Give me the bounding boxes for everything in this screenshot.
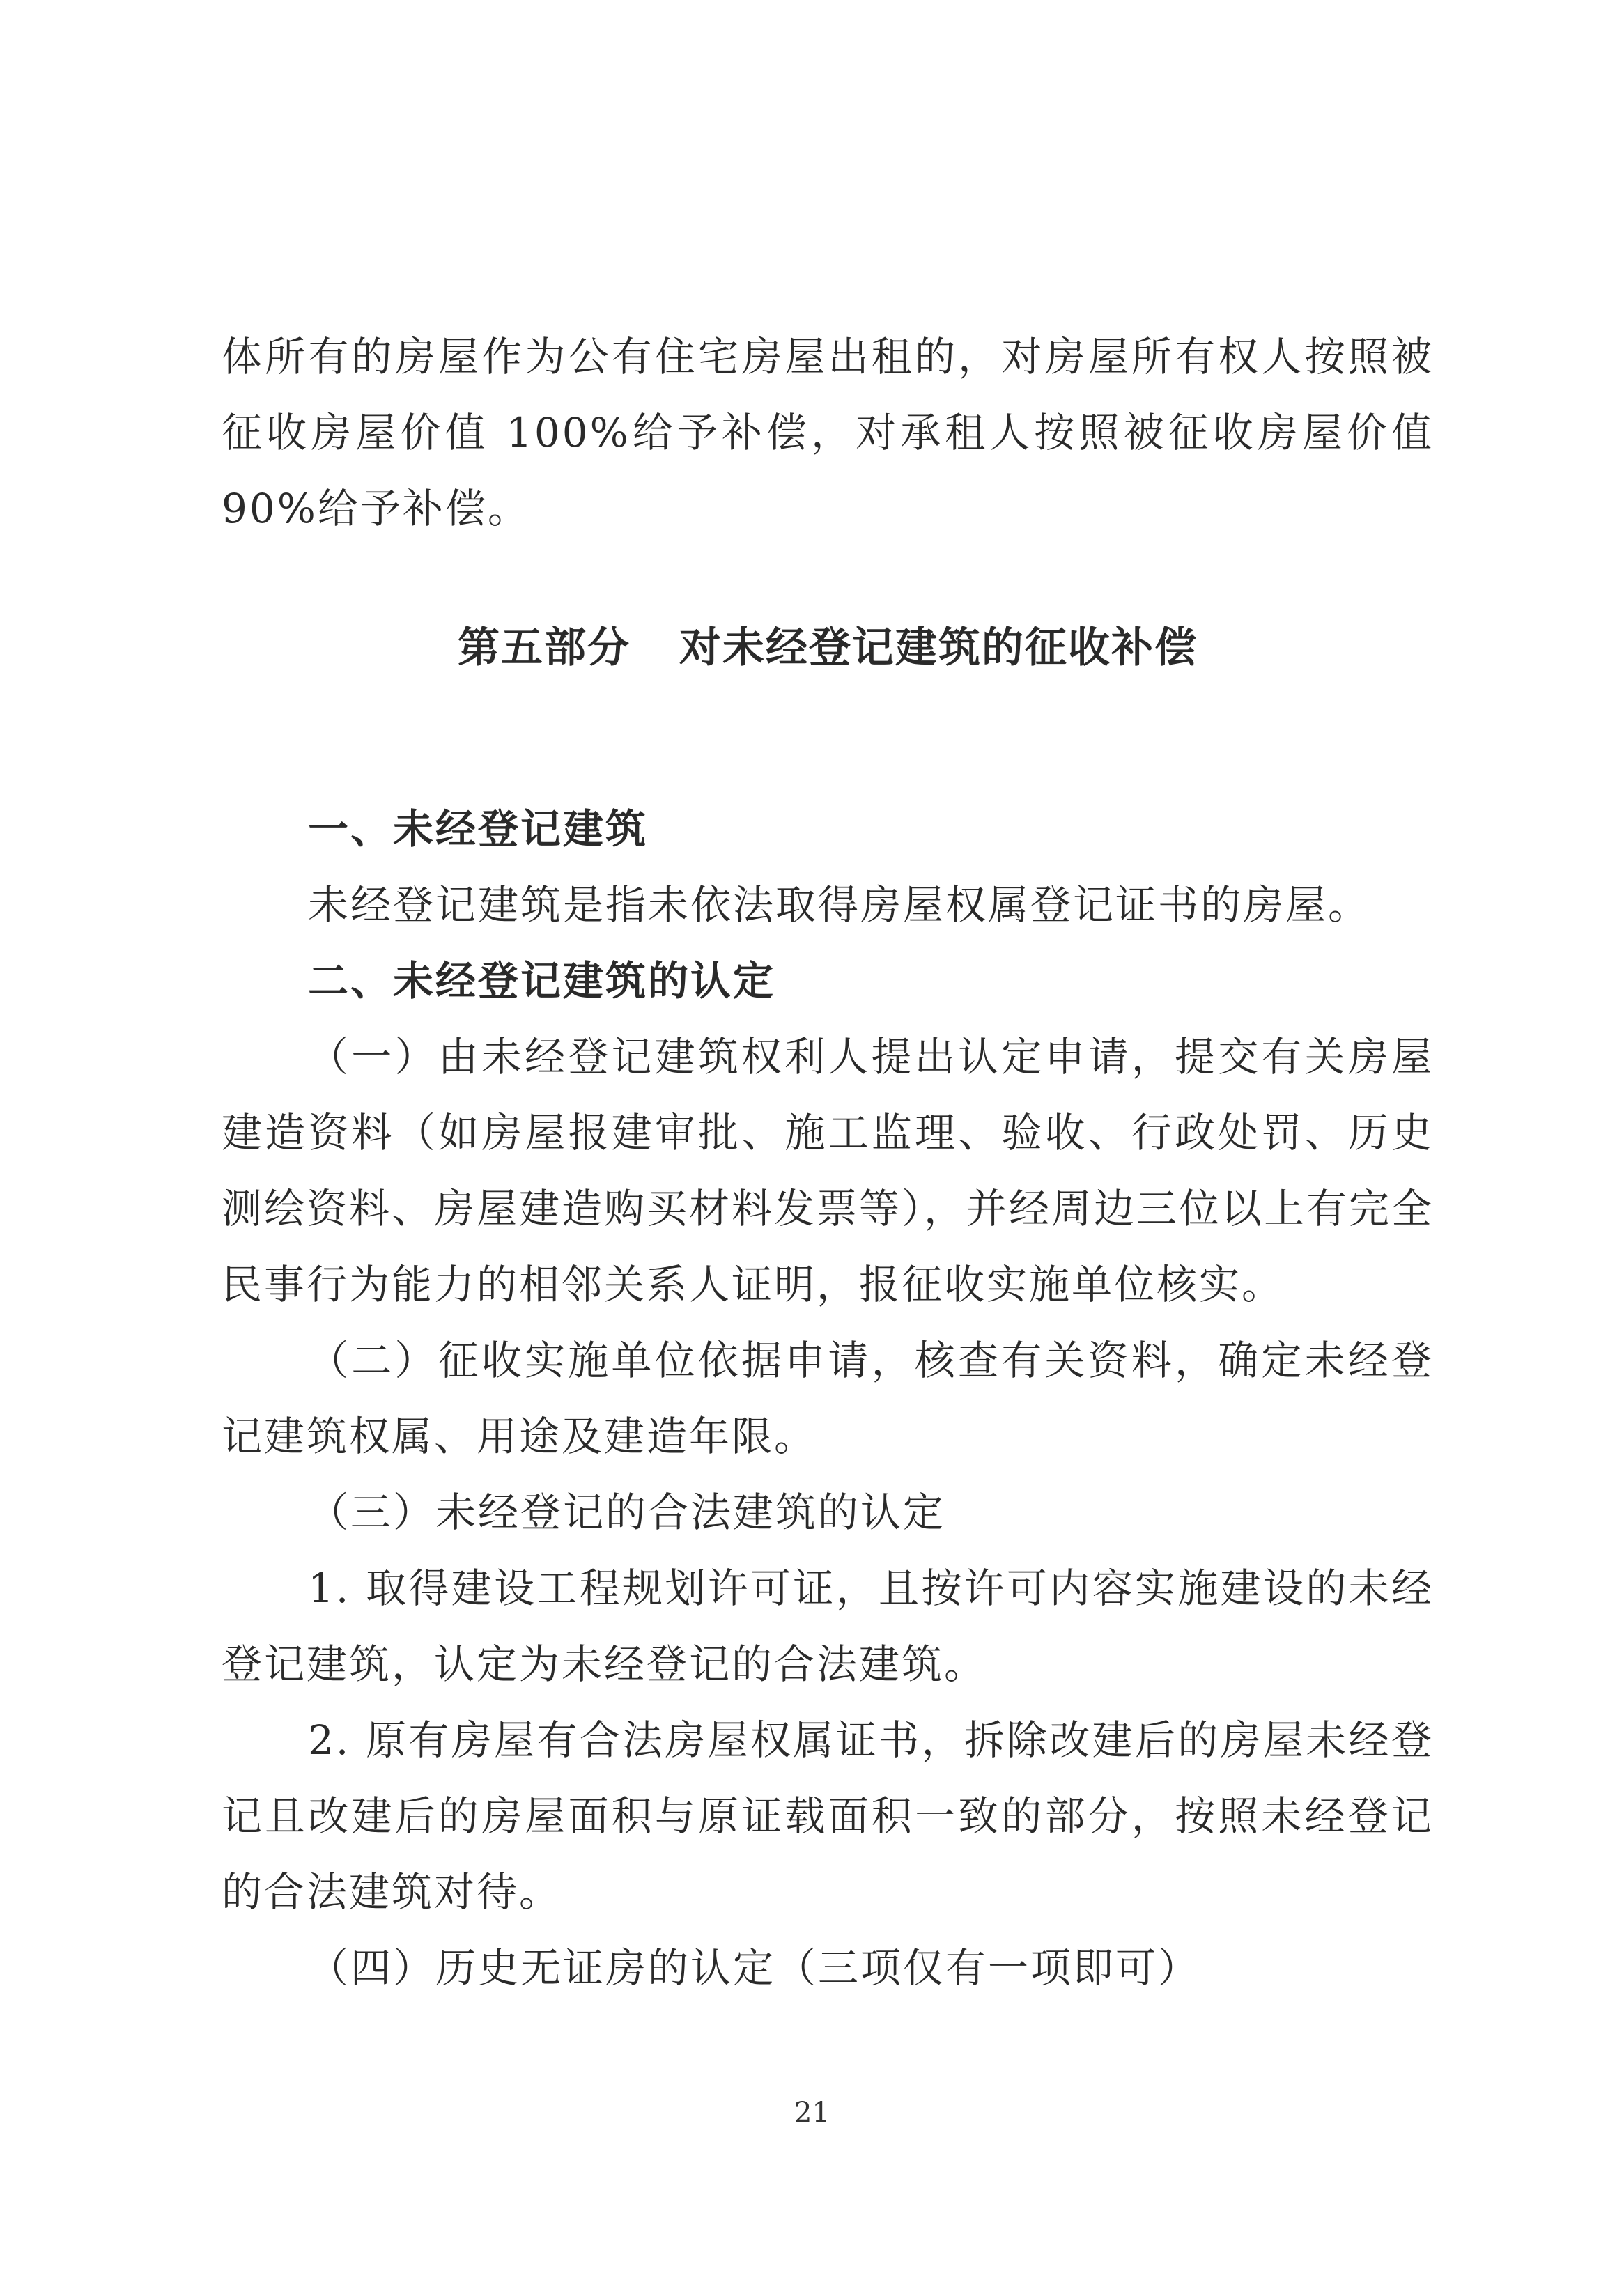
item-3-2: 2. 原有房屋有合法房屋权属证书，拆除改建后的房屋未经登记且改建后的房屋面积与原证载面积一致的部分，按照未经登记的合法建筑对待。: [222, 1716, 1434, 1916]
section1-heading: 一、未经登记建筑: [308, 805, 649, 853]
continuation-paragraph: 体所有的房屋作为公有住宅房屋出租的，对房屋所有权人按照被征收房屋价值 100%给予补偿，对承租人按照被征收房屋价值 90%给予补偿。: [222, 333, 1434, 532]
item-3: （三）未经登记的合法建筑的认定: [308, 1489, 946, 1536]
section1-text: 未经登记建筑是指未依法取得房屋权属登记证书的房屋。: [308, 881, 1371, 929]
section-body: [222, 791, 1434, 2006]
item-1: （一）由未经登记建筑权利人提出认定申请，提交有关房屋建造资料（如房屋报建审批、施工监理、验收、行政处罚、历史测绘资料、房屋建造购买材料发票等），并经周边三位以上有完全民事行为能力的相邻关系人证明，报征收实施单位核实。: [222, 1033, 1434, 1308]
item-3-1: 1. 取得建设工程规划许可证，且按许可内容实施建设的未经登记建筑，认定为未经登记的合法建筑。: [222, 1565, 1434, 1688]
part-heading: [222, 610, 1434, 686]
section2-heading: 二、未经登记建筑的认定: [308, 957, 776, 1004]
page-number: 21: [794, 2097, 830, 2129]
part-title: 对未经登记建筑的征收补偿: [679, 623, 1198, 672]
item-2: （二）征收实施单位依据申请，核查有关资料，确定未经登记建筑权属、用途及建造年限。: [222, 1337, 1434, 1460]
part-number: 第五部分: [458, 623, 631, 672]
item-4: （四）历史无证房的认定（三项仅有一项即可）: [308, 1944, 1201, 1992]
